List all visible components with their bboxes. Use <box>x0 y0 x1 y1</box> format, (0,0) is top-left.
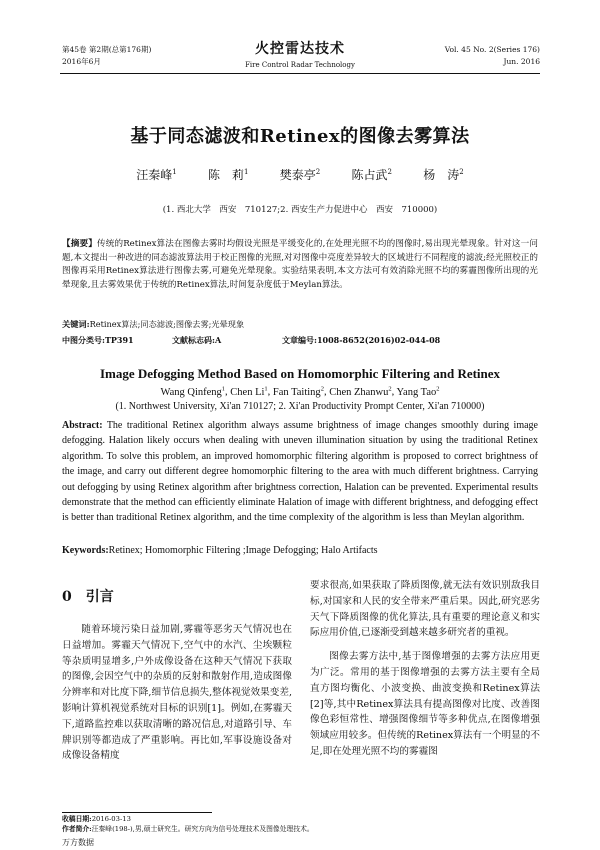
section-title: 引言 <box>85 589 114 605</box>
author-en: Fan Taiting$^2$ <box>272 385 324 398</box>
clc-number: 中图分类号:TP391 <box>62 335 134 345</box>
section-number: 0 <box>62 589 72 605</box>
keywords-zh-label: 关键词: <box>62 319 90 329</box>
footnote-author-bio: 作者简介:汪秦峰(198-),男,硕士研究生。研究方向为信号处理技术及图像处理技术。 <box>62 825 314 833</box>
body-column-right <box>310 578 540 760</box>
abstract-zh-label: 【摘要】 <box>62 239 97 249</box>
paper-title-en: Image Defogging Method Based on Homomorphic Filtering and Retinex <box>99 366 501 381</box>
document-code: 文献标志码:A <box>172 335 222 345</box>
author-en: Chen Li$^1$ <box>230 385 268 398</box>
abstract-zh <box>62 238 538 292</box>
body-paragraph: 随着环境污染日益加剧,雾霾等恶劣天气情况也在日益增加。雾霾天气情况下,空气中的水汽、尘埃颗粒等杂质明显增多,户外成像设备在这种天气情况下获取的图像,会因空气中的杂质的反射和散射作用,造成图像分辨率和对比度下降,细节信息损失,整体视觉效果变差,影响计算机视觉系统对目标的识别[1]。例如,在雾霾天下,道路监控难以获取清晰的路况信息,对道路引导、车牌识别等都造成了严重影响。再比如,军事设施设备对成像设备精度 <box>62 624 292 762</box>
author-list-zh <box>0 166 600 183</box>
author-zh: 杨 涛$^2$ <box>423 168 464 182</box>
author-en: Chen Zhanwu$^2$ <box>329 385 392 398</box>
header-divider <box>60 73 540 74</box>
abstract-en <box>62 418 538 526</box>
header-date-en: Jun. 2016 <box>503 57 540 66</box>
header-date: 2016年6月 <box>62 57 101 66</box>
author-zh: 樊泰亭$^2$ <box>279 168 321 182</box>
section-heading <box>62 586 292 606</box>
keywords-zh <box>62 319 538 330</box>
journal-name-en: Fire Control Radar Technology <box>245 61 355 69</box>
abstract-en-label: Abstract: <box>62 420 103 431</box>
footnote-received: 收稿日期:2016-03-13 <box>62 815 131 823</box>
keywords-en-text: Retinex; Homomorphic Filtering ;Image Defogging; Halo Artifacts <box>108 545 378 556</box>
article-number: 文章编号:1008-8652(2016)02-044-08 <box>282 335 441 345</box>
body-paragraph: 图像去雾方法中,基于图像增强的去雾方法应用更为广泛。常用的基于图像增强的去雾方法主要有全局直方图均衡化、小波变换、曲波变换和Retinex算法[2]等,其中Retinex算法具有提高图像对比度、改善图像色彩恒常性、增强图像细节等多种优点,在图像增强领域应用较多。但传统的Retinex算法有一个明显的不足,即在处理光照不均的雾霾图 <box>310 651 540 757</box>
journal-name-zh: 火控雷达技术 <box>255 41 345 57</box>
abstract-zh-text: 传统的Retinex算法在图像去雾时均假设光照是平缓变化的,在处理光照不均的图像时,易出现光晕现象。针对这一问题,本文提出一种改进的同态滤波算法用于校正图像的光照,对对图像中亮度差异较大的区域进行不同程度的滤波;经光照校正的图像再采用Retinex算法进行图像去雾,可避免光晕现象。实验结果表明,本文方法可有效消除光照不均的雾霾图像所出现的光晕现象,且去雾效果优于传统的Retinex算法,时间复杂度低于Meylan算法。 <box>62 239 538 290</box>
footnote-divider <box>62 812 212 813</box>
body-paragraph: 要求很高,如果获取了降质图像,就无法有效识别敌我目标,对国家和人民的安全带来严重后果。因此,研究恶劣天气下降质图像的优化算法,具有重要的理论意义和实际应用价值,已逐渐受到越来越多研究者的重视。 <box>310 580 540 639</box>
affiliation-zh: (1. 西北大学 西安 710127;2. 西安生产力促进中心 西安 710000) <box>162 205 438 215</box>
header-volume-info-en <box>445 44 540 68</box>
keywords-en-label: Keywords: <box>62 545 109 556</box>
paper-title-zh: 基于同态滤波和Retinex的图像去雾算法 <box>130 126 470 147</box>
body-column-left <box>62 578 292 764</box>
header-volume-en: Vol. 45 No. 2(Series 176) <box>444 45 540 54</box>
abstract-en-text: The traditional Retinex algorithm always assume brightness of image changes smoothly during image defogging. Halation likely occurs when dealing with uneven illumination situation by using the traditional Retinex algorithm. To solve this problem, an improved homomorphic filtering algorithm is proposed to correct brightness of the image, and carry out different degree homomorphic filtering to the area with much different brightness. Carrying out defogging by using Retinex algorithm after brightness correction, Halation can be prevented. Experimental results demonstrate that the method can efficiently eliminate Halation of image with different brightness, and defogging effect is better than traditional Retinex algorithm, and the time complexity of the algorithm is less than Meylan algorithm. <box>62 420 538 524</box>
author-zh: 汪秦峰$^1$ <box>136 168 177 182</box>
author-zh: 陈占武$^2$ <box>351 168 392 182</box>
author-en: Wang Qinfeng$^1$ <box>160 385 226 398</box>
keywords-en <box>62 545 538 556</box>
author-list-en: Wang Qinfeng$^1$, Chen Li$^1$, Fan Taiting$^2$, Chen Zhanwu$^2$, Yang Tao$^2$ <box>160 385 440 398</box>
watermark: 万方数据 <box>62 838 94 847</box>
author-zh: 陈 莉$^1$ <box>208 168 249 182</box>
author-en: Yang Tao$^2$ <box>396 385 440 398</box>
affiliation-en: (1. Northwest University, Xi'an 710127; 2. Xi'an Productivity Prompt Center, Xi'an 710000) <box>115 401 485 412</box>
header-volume: 第45卷 第2期(总第176期) <box>62 45 152 54</box>
keywords-zh-text: Retinex算法;同态滤波;图像去雾;光晕现象 <box>89 319 245 329</box>
